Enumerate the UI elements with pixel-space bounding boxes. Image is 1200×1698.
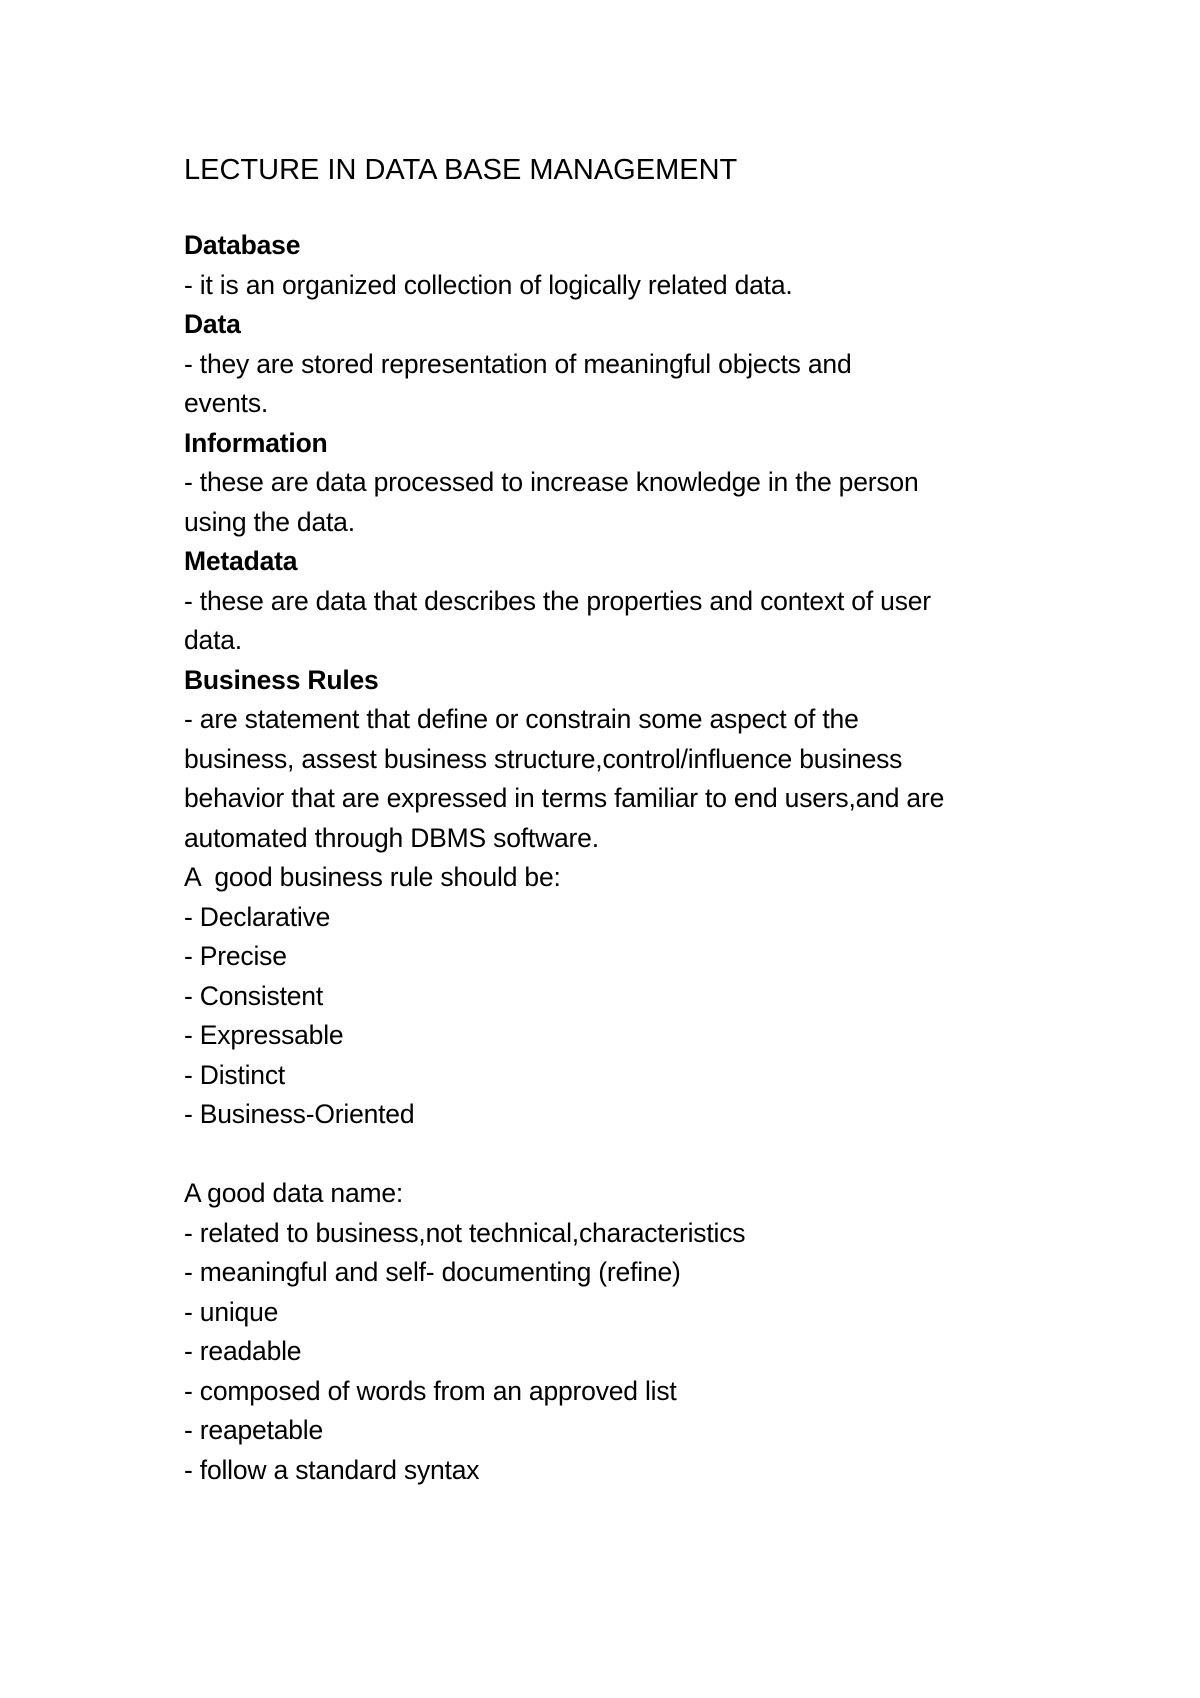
data-name-list bbox=[184, 1214, 1084, 1491]
definition-data bbox=[184, 305, 1084, 424]
list-item: - related to business,not technical,characteristics bbox=[184, 1217, 746, 1248]
term-definition: - these are data that describes the properties and context of user data. bbox=[184, 585, 931, 655]
list-item: - meaningful and self- documenting (refine) bbox=[184, 1257, 681, 1287]
blank-line bbox=[184, 1135, 1084, 1175]
business-rule-list bbox=[184, 898, 1084, 1135]
list-item: - Business-Oriented bbox=[184, 1099, 415, 1129]
list-item: - Precise bbox=[184, 941, 287, 971]
term-definition: - these are data processed to increase knowledge in the person using the data. bbox=[184, 467, 919, 537]
data-name-intro: A good data name: bbox=[184, 1178, 404, 1208]
term-label: Data bbox=[184, 309, 241, 339]
list-item: - readable bbox=[184, 1336, 302, 1366]
list-item: - Distinct bbox=[184, 1059, 286, 1090]
list-item: - reapetable bbox=[184, 1415, 324, 1445]
list-item: - composed of words from an approved list bbox=[184, 1375, 677, 1406]
list-item: - Declarative bbox=[184, 901, 331, 932]
definition-database bbox=[184, 226, 1084, 305]
list-item: - Expressable bbox=[184, 1020, 344, 1050]
list-item: - unique bbox=[184, 1296, 279, 1327]
term-label: Database bbox=[184, 230, 301, 260]
term-definition: - are statement that define or constrain some aspect of the business, assest business structure,control/influence business behavior that are expressed in terms familiar to end users,and are automated through DBMS software. bbox=[184, 704, 945, 853]
term-label: Metadata bbox=[184, 546, 298, 576]
document-body bbox=[184, 148, 1084, 1490]
definition-business-rules bbox=[184, 661, 1084, 859]
term-definition: - they are stored representation of meaningful objects and events. bbox=[184, 348, 852, 418]
list-item: - Consistent bbox=[184, 980, 323, 1011]
business-rule-intro: A good business rule should be: bbox=[184, 862, 561, 892]
document-title: LECTURE IN DATA BASE MANAGEMENT bbox=[184, 154, 738, 186]
term-label: Information bbox=[184, 427, 328, 458]
definition-information bbox=[184, 424, 1084, 543]
term-definition: - it is an organized collection of logically related data. bbox=[184, 269, 793, 300]
list-item: - follow a standard syntax bbox=[184, 1454, 480, 1485]
definition-metadata bbox=[184, 542, 1084, 661]
term-label: Business Rules bbox=[184, 664, 379, 695]
